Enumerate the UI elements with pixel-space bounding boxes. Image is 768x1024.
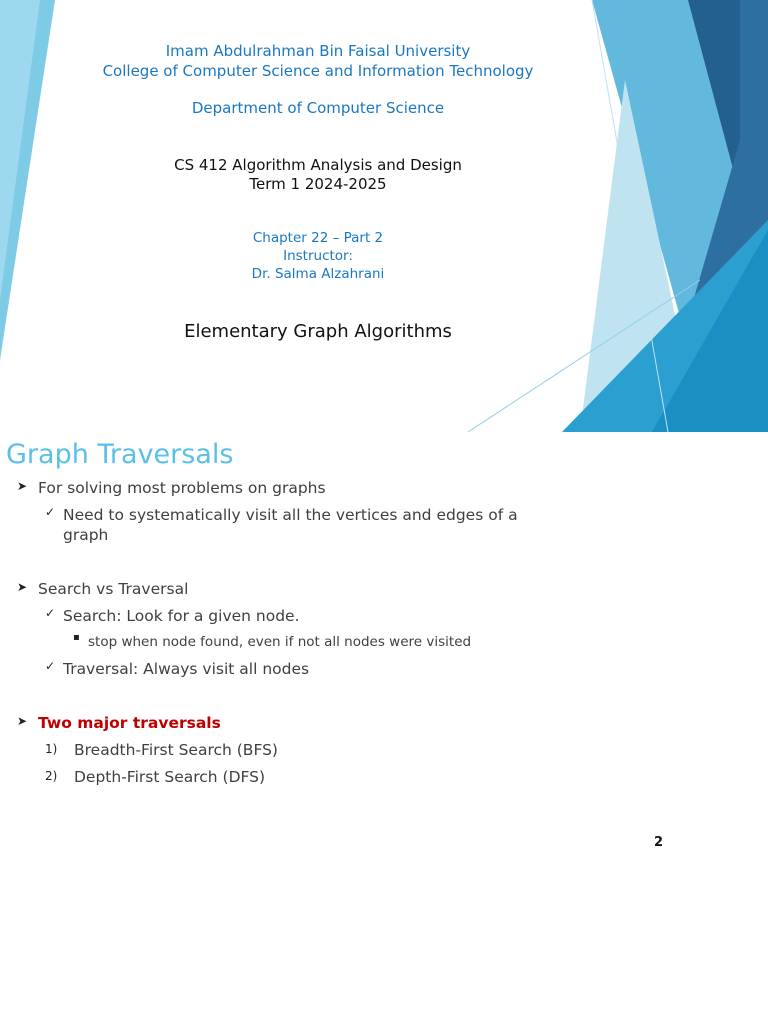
arrow-bullet-icon: ➤ [17, 714, 28, 728]
slide-title: Elementary Graph Algorithms [184, 321, 452, 342]
numbered-marker: 1) [45, 742, 58, 756]
dot-bullet-icon: ▪ [73, 632, 80, 643]
sub-bullet-1: Need to systematically visit all the vertices and edges of a graph [63, 506, 518, 544]
college-name: College of Computer Science and Information Technology [102, 62, 534, 80]
course-info [68, 156, 568, 194]
title-slide [0, 0, 768, 432]
instructor-label: Instructor: [283, 248, 353, 264]
sub-sub-bullet: stop when node found, even if not all nodes were visited [88, 634, 472, 650]
numbered-item-1: Breadth-First Search (BFS) [74, 741, 278, 759]
university-name: Imam Abdulrahman Bin Faisal University College of Computer Science and Information Technology [68, 41, 568, 81]
bullet-2: Search vs Traversal [38, 580, 189, 598]
bullet-1: For solving most problems on graphs [38, 479, 326, 497]
left-pale-triangle [0, 0, 40, 300]
content-slide [0, 432, 768, 1024]
instructor-name: Dr. Salma Alzahrani [251, 266, 385, 282]
sub-bullet-traversal: Traversal: Always visit all nodes [63, 660, 310, 678]
chapter-info [68, 229, 568, 283]
bullet-3: Two major traversals [38, 714, 221, 732]
arrow-bullet-icon: ➤ [17, 580, 28, 594]
arrow-bullet-icon: ➤ [17, 479, 28, 493]
term: Term 1 2024-2025 [249, 175, 387, 193]
numbered-marker: 2) [45, 769, 58, 783]
numbered-item-2: Depth-First Search (DFS) [74, 768, 266, 786]
page-number: 2 [654, 835, 664, 850]
check-bullet-icon: ✓ [45, 659, 56, 673]
slide-heading: Graph Traversals [6, 439, 234, 470]
sub-bullet-search: Search: Look for a given node. [63, 607, 300, 625]
chapter: Chapter 22 – Part 2 [252, 230, 384, 246]
department-name: Department of Computer Science [191, 99, 445, 117]
check-bullet-icon: ✓ [45, 505, 56, 519]
course-name: CS 412 Algorithm Analysis and Design [174, 156, 462, 174]
check-bullet-icon: ✓ [45, 606, 56, 620]
